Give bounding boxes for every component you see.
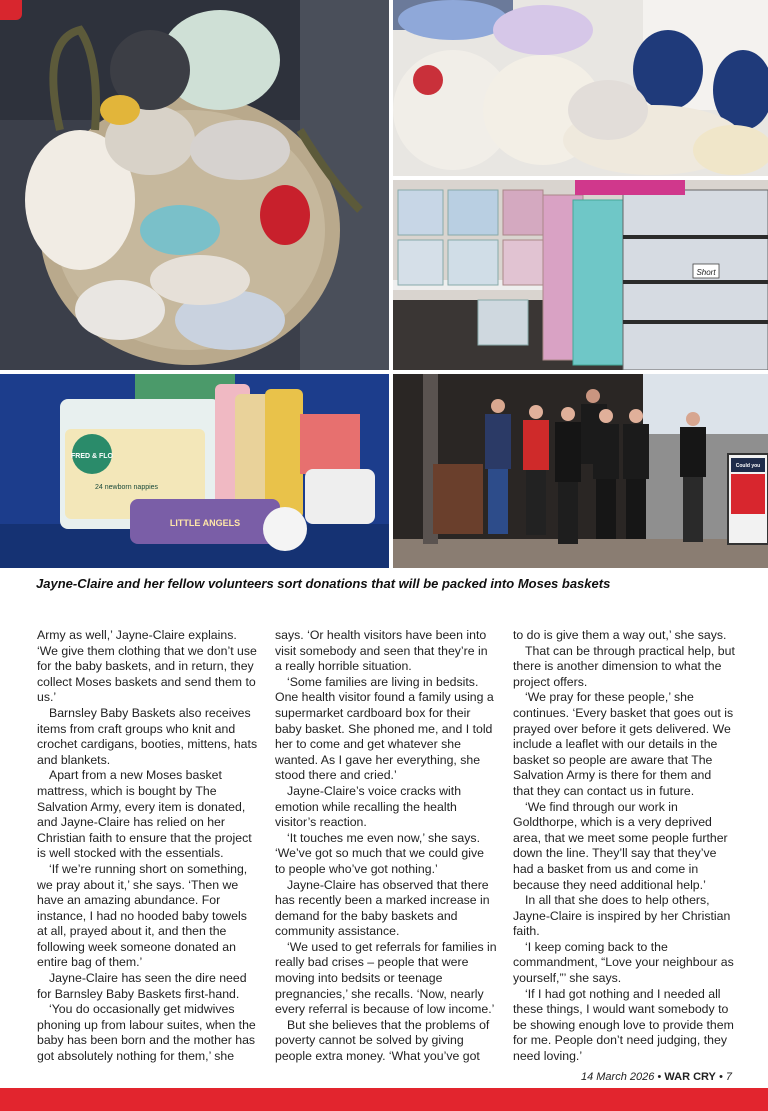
paragraph: But she believes that the problems of poverty cannot be solved by giving people extra money. ‘What you’ve got [275,1017,490,1064]
box-label-short: Short [696,268,716,277]
paragraph: Army as well,’ Jayne-Claire explains. ‘We give them clothing that we don’t use for the baby baskets, and in return, they collect Moses baskets and send them to us.’ [37,628,257,705]
donation-table-image [393,0,768,176]
photo-moses-basket [0,0,389,370]
little-angels-label: LITTLE ANGELS [169,518,241,528]
paragraph: ‘I keep coming back to the commandment, “Love your neighbour as yourself,”’ she says. [513,939,734,986]
photo-donation-table [393,0,768,176]
paragraph: ‘If I had got nothing and I needed all these things, I would want somebody to be showing enough love to provide them for me. People don’t need judging, they need loving.’ [513,986,734,1064]
page-footer [581,1071,732,1083]
footer-separator: • [657,1071,662,1083]
footer-red-bar [0,1088,768,1111]
paragraph: ‘Some families are living in bedsits. One health visitor found a family using a supermarket cardboard box for their baby basket. She phoned me, and I told her to come and get whatever she wanted. As I gave her everything, she stood there and cried.’ [275,674,494,783]
volunteers-image [393,374,768,568]
paragraph: ‘We find through our work in Goldthorpe, which is a very deprived area, that we meet some people further down the line. They’ll say that they’ve had a basket from us and come in because they need additional help.’ [513,799,728,892]
newborn-nappies-label: 24 newborn nappies [95,484,159,491]
article-column-3 [513,628,735,1065]
paragraph: Jayne-Claire has seen the dire need for Barnsley Baby Baskets first-hand. [37,971,247,1001]
paragraph: says. ‘Or health visitors have been into visit somebody and seen that they’re in a really horrible situation. [275,628,488,674]
article-column-1 [37,628,259,1065]
photo-storage-boxes [393,180,768,370]
paragraph: ‘If we’re running short on something, we pray about it,’ she says. ‘Then we have an amazing abundance. For instance, I had no hooded baby towels at all, prayed about it, and then the following week someone donated an entire bag of them.’ [37,861,248,970]
paragraph: ‘We pray for these people,’ she continues. ‘Every basket that goes out is prayed over before it gets delivered. We include a leaflet with our details in the basket so people are aware that The Salvation Army is there for them and that they can contact us in future. [513,690,734,798]
paragraph: ‘You do occasionally get midwives phoning up from labour suites, when the baby has been born and the mother has got absolutely nothing for them,’ she [37,1002,256,1064]
paragraph: ‘It touches me even now,’ she says. ‘We’ve got so much that we could give to people who’ve got nothing.’ [275,830,484,876]
baby-toiletries-image [0,374,389,568]
article-column-2 [275,628,497,1065]
storage-boxes-image [393,180,768,370]
sign-text: Could you [735,463,761,469]
paragraph: Jayne-Claire’s voice cracks with emotion while recalling the health visitor’s reaction. [275,783,462,830]
paragraph: ‘We used to get referrals for families in really bad crises – people that were moving into bedsits or teenage pregnancies,’ she recalls. ‘Now, nearly every referral is because of low income.’ [275,939,497,1017]
issue-date: 14 March 2026 [580,1071,655,1083]
fred-flo-brand: FRED & FLO [71,453,113,460]
paragraph: Jayne-Claire has observed that there has recently been a marked increase in demand for the baby baskets and community assistance. [275,877,490,939]
photo-volunteers [393,374,768,568]
paragraph: Apart from a new Moses basket mattress, which is bought by The Salvation Army, every item is donated, and Jayne-Claire has relied on her Christian faith to ensure that the project is well stocked with the essentials. [37,768,252,861]
paragraph: That can be through practical help, but there is another dimension to what the project offers. [513,643,735,689]
footer-separator: • [718,1071,723,1083]
corner-tab [0,0,22,20]
moses-basket-image [0,0,389,370]
page-number: 7 [725,1071,732,1083]
paragraph: In all that she does to help others, Jayne-Claire is inspired by her Christian faith. [513,893,731,939]
paragraph: to do is give them a way out,’ she says. [513,628,727,642]
photo-caption: Jayne-Claire and her fellow volunteers sort donations that will be packed into Moses baskets [36,576,611,591]
photo-baby-toiletries [0,374,389,568]
paragraph: Barnsley Baby Baskets also receives items from craft groups who knit and crochet cardigans, booties, mittens, hats and blankets. [37,705,258,767]
magazine-name: WAR CRY [664,1071,716,1083]
